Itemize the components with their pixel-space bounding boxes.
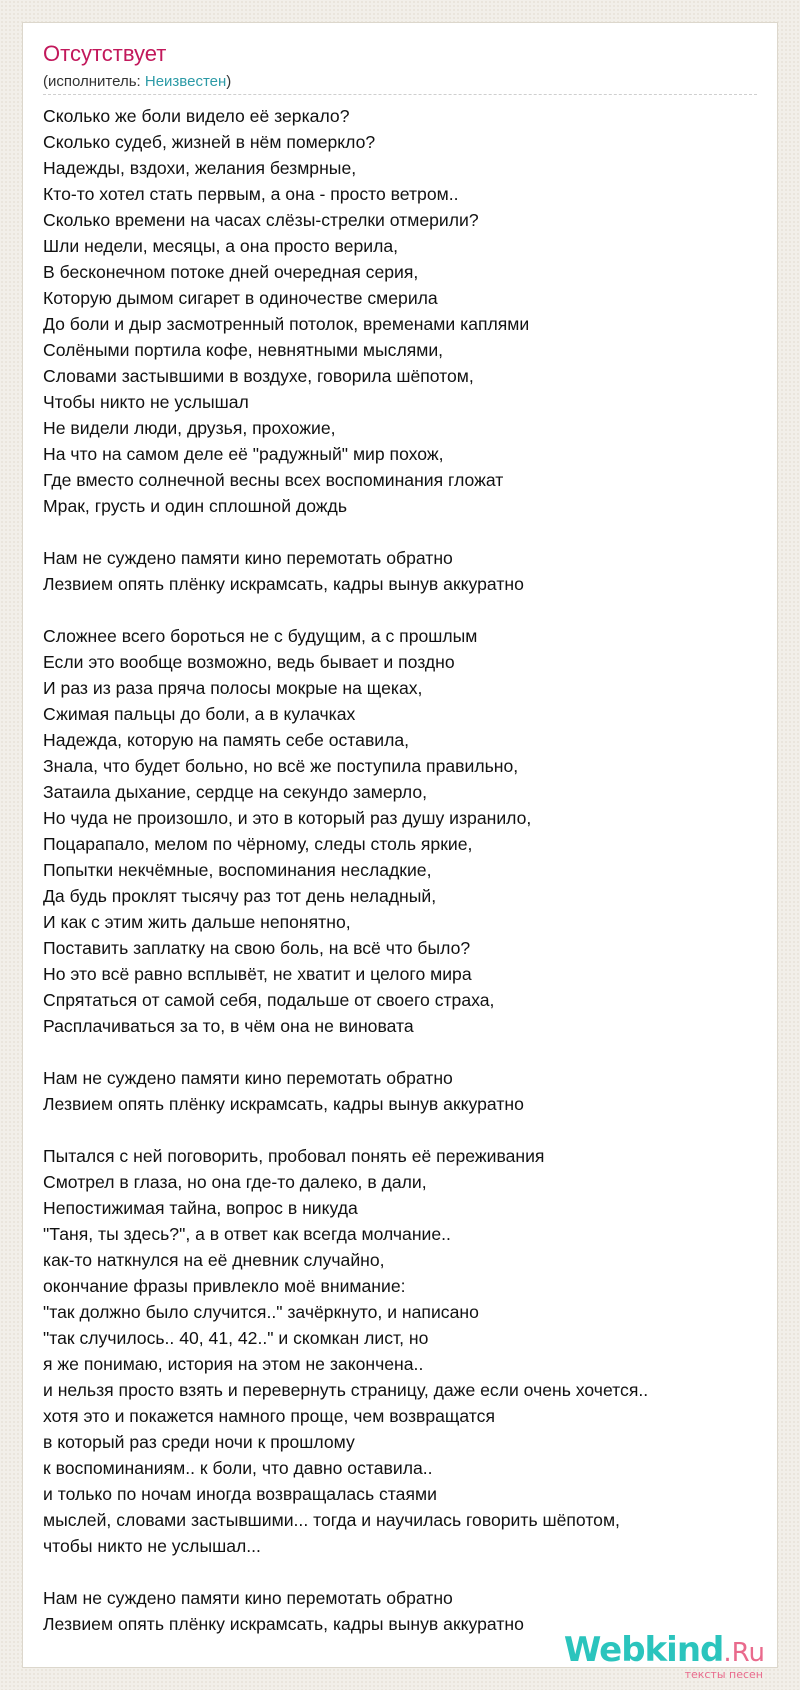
stanza-break <box>43 597 763 623</box>
artist-line <box>43 73 231 90</box>
lyric-line: и только по ночам иногда возвращалась стаями <box>43 1484 437 1504</box>
lyric-line: Нам не суждено памяти кино перемотать обратно <box>43 548 453 568</box>
lyric-line: Знала, что будет больно, но всё же поступила правильно, <box>43 756 519 776</box>
watermark-brand: Webkind <box>563 1630 724 1670</box>
stanza-break <box>43 1039 763 1065</box>
lyrics-card <box>22 22 778 1681</box>
lyric-line: Лезвием опять плёнку искрамсать, кадры вынув аккуратно <box>43 1614 524 1634</box>
lyric-line: и нельзя просто взять и перевернуть страницу, даже если очень хочется.. <box>43 1380 649 1400</box>
lyric-line: Спрятаться от самой себя, подальше от своего страха, <box>43 990 495 1010</box>
lyric-line: Смотрел в глаза, но она где-то далеко, в дали, <box>43 1172 427 1192</box>
lyric-line: Сложнее всего бороться не с будущим, а с прошлым <box>43 626 478 646</box>
lyric-line: Сколько судеб, жизней в нём померкло? <box>43 132 376 152</box>
lyric-line: В бесконечном потоке дней очередная серия, <box>43 262 419 282</box>
lyric-line: Мрак, грусть и один сплошной дождь <box>43 496 347 516</box>
lyric-line: чтобы никто не услышал... <box>43 1536 261 1556</box>
artist-link[interactable]: Неизвестен <box>144 73 227 90</box>
lyric-line: Словами застывшими в воздухе, говорила шёпотом, <box>43 366 474 386</box>
song-title: Отсутствует <box>43 41 167 66</box>
lyric-line: Непостижимая тайна, вопрос в никуда <box>43 1198 358 1218</box>
lyric-line: как-то наткнулся на её дневник случайно, <box>43 1250 385 1270</box>
stanza-break <box>43 1559 763 1585</box>
lyric-line: мыслей, словами застывшими... тогда и научилась говорить шёпотом, <box>43 1510 620 1530</box>
lyric-line: Которую дымом сигарет в одиночестве смерила <box>43 288 438 308</box>
lyric-line: к воспоминаниям.. к боли, что давно оставила.. <box>43 1458 433 1478</box>
lyric-line: Пытался с ней поговорить, пробовал понять её переживания <box>43 1146 545 1166</box>
lyric-line: Надежды, вздохи, желания безмрные, <box>43 158 357 178</box>
lyric-line: в который раз среди ночи к прошлому <box>43 1432 355 1452</box>
lyric-line: Кто-то хотел стать первым, а она - просто ветром.. <box>43 184 459 204</box>
lyric-line: На что на самом деле её "радужный" мир похож, <box>43 444 444 464</box>
stanza-break <box>43 1117 763 1143</box>
lyric-line: Чтобы никто не услышал <box>43 392 249 412</box>
lyric-line: И как с этим жить дальше непонятно, <box>43 912 351 932</box>
webkind-watermark <box>563 1630 765 1681</box>
lyric-line: я же понимаю, история на этом не закончена.. <box>43 1354 424 1374</box>
lyric-line: "Таня, ты здесь?", а в ответ как всегда молчание.. <box>43 1224 451 1244</box>
lyric-line: До боли и дыр засмотренный потолок, временами каплями <box>43 314 530 334</box>
lyric-line: Сколько же боли видело её зеркало? <box>43 106 350 126</box>
watermark-domain: .Ru <box>723 1638 765 1668</box>
watermark-tagline: тексты песен <box>684 1668 763 1681</box>
lyric-line: Сжимая пальцы до боли, а в кулачках <box>43 704 356 724</box>
lyric-line: "так случилось.. 40, 41, 42.." и скомкан лист, но <box>43 1328 429 1348</box>
title-divider <box>43 94 757 95</box>
lyric-line: Не видели люди, друзья, прохожие, <box>43 418 336 438</box>
lyric-line: Солёными портила кофе, невнятными мыслями, <box>43 340 444 360</box>
stanza-break <box>43 519 763 545</box>
lyric-line: Лезвием опять плёнку искрамсать, кадры вынув аккуратно <box>43 574 524 594</box>
lyric-line: Шли недели, месяцы, а она просто верила, <box>43 236 399 256</box>
lyric-line: Да будь проклят тысячу раз тот день неладный, <box>43 886 437 906</box>
lyric-line: Нам не суждено памяти кино перемотать обратно <box>43 1588 453 1608</box>
lyric-line: Сколько времени на часах слёзы-стрелки отмерили? <box>43 210 479 230</box>
lyric-line: Лезвием опять плёнку искрамсать, кадры вынув аккуратно <box>43 1094 524 1114</box>
lyric-line: Поцарапало, мелом по чёрному, следы столь яркие, <box>43 834 473 854</box>
lyric-line: Расплачиваться за то, в чём она не виновата <box>43 1016 414 1036</box>
lyric-line: Поставить заплатку на свою боль, на всё что было? <box>43 938 471 958</box>
lyric-line: Нам не суждено памяти кино перемотать обратно <box>43 1068 453 1088</box>
lyric-line: "так должно было случится.." зачёркнуто, и написано <box>43 1302 479 1322</box>
lyric-line: окончание фразы привлекло моё внимание: <box>43 1276 406 1296</box>
lyric-line: Надежда, которую на память себе оставила, <box>43 730 410 750</box>
lyric-line: Затаила дыхание, сердце на секундо замерло, <box>43 782 427 802</box>
lyric-line: Если это вообще возможно, ведь бывает и поздно <box>43 652 455 672</box>
artist-prefix: (исполнитель: <box>43 73 145 90</box>
lyric-line: И раз из раза пряча полосы мокрые на щеках, <box>43 678 423 698</box>
lyric-line: Но это всё равно всплывёт, не хватит и целого мира <box>43 964 472 984</box>
lyrics-body <box>43 103 763 1637</box>
lyric-line: хотя это и покажется намного проще, чем возвращатся <box>43 1406 495 1426</box>
lyric-line: Попытки некчёмные, воспоминания несладкие, <box>43 860 432 880</box>
webkind-logo <box>563 1630 765 1670</box>
artist-suffix: ) <box>226 73 232 90</box>
lyric-line: Но чуда не произошло, и это в который раз душу изранило, <box>43 808 532 828</box>
lyric-line: Где вместо солнечной весны всех воспоминания гложат <box>43 470 504 490</box>
